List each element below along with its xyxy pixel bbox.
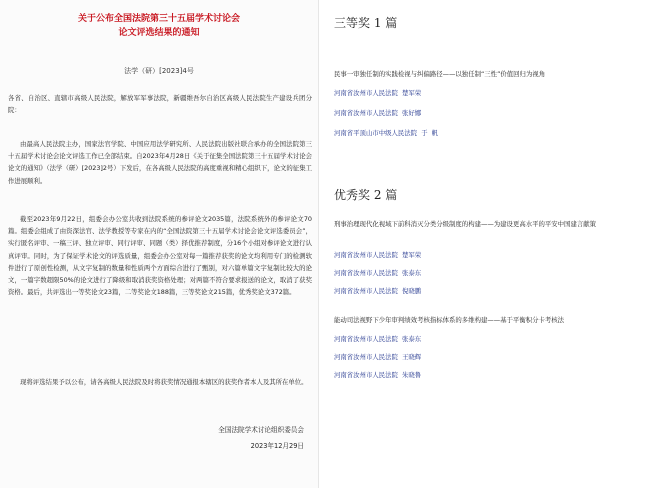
- third-prize-author-3: 河南省平顶山市中级人民法院 于 帆: [334, 129, 438, 137]
- notice-title-line2: 论文评选结果的通知: [118, 28, 200, 38]
- signature-organization: 全国法院学术讨论组织委员会: [218, 426, 304, 434]
- document-number: 法学（研）[2023]4号: [124, 67, 194, 75]
- third-prize-heading: 三等奖 1 篇: [334, 16, 398, 30]
- excellence-paper-1-title: 刑事治理现代化视域下前科消灭分类分级制度的构建——为建设更高水平的平安中国建言献策: [334, 220, 597, 228]
- excellence-paper-2-author-1: 河南省汝州市人民法院 张泰东: [334, 335, 422, 343]
- third-prize-paper-title: 民事一审独任制的实践检视与纠偏路径——以独任制“三性”价值回归为视角: [334, 70, 546, 78]
- excellence-paper-1-author-3: 河南省汝州市人民法院 倪晓鹏: [334, 287, 422, 295]
- notice-title-line1: 关于公布全国法院第三十五届学术讨论会: [77, 14, 240, 24]
- excellence-paper-1-author-2: 河南省汝州市人民法院 张泰东: [334, 269, 422, 277]
- excellence-paper-1-author-1: 河南省汝州市人民法院 楚军荣: [334, 251, 422, 259]
- notice-addressees: 各省、自治区、直辖市高级人民法院，解放军军事法院，新疆维吾尔自治区高级人民法院生产建设兵团分院：: [8, 94, 312, 115]
- third-prize-author-1: 河南省汝州市人民法院 楚军荣: [334, 89, 422, 97]
- notice-document: [0, 0, 319, 488]
- excellence-paper-2-title: 能动司法视野下少年审判绩效考核指标体系的多维构建——基于平衡积分卡考核法: [334, 316, 565, 324]
- excellence-paper-2-author-2: 河南省汝州市人民法院 王晓辉: [334, 353, 422, 361]
- award-list: [322, 0, 650, 488]
- third-prize-author-2: 河南省汝州市人民法院 张好娜: [334, 109, 422, 117]
- notice-paragraph-2: 截至2023年9月22日，组委会办公室共收到法院系统的参评论文2035篇，法院系统外的参评论文70篇。组委会组成了由资深法官、法学教授等专家在内的“全国法院第三十五届学术讨论会论文评选委员会”，实行匿名评审、一稿三评、独立评审、同行评审、同题（类）择优推荐制度，分16个小组对参评论文进行认真评审。同时，为了保证学术论文的评选质量，组委会办公室对每一篇推荐获奖的论文均利用专门的检测软件进行了原创性检测，从文字复制的数量和性质两个方面综合进行了甄别，对六篇单篇文字复制比较大的论文，一篇字数超限50%的论文进行了降级和取消获奖资格处理；对两篇不符合要求报送的论文，取消了获奖资格。最后，共评选出一等奖论文23篇，二等奖论文188篇，三等奖论文215篇，优秀奖论文372篇。: [8, 215, 312, 297]
- excellence-prize-heading: 优秀奖 2 篇: [334, 188, 398, 202]
- excellence-paper-2-author-3: 河南省汝州市人民法院 朱晓鲁: [334, 371, 422, 379]
- signature-date: 2023年12月29日: [250, 442, 304, 450]
- notice-paragraph-3: 现将评选结果予以公布，请各高级人民法院及时将获奖情况通报本辖区的获奖作者本人及其所在单位。: [20, 378, 308, 386]
- notice-paragraph-1: 由最高人民法院主办，国家法官学院、中国应用法学研究所、人民法院出版社联合承办的全国法院第三十五届学术讨论会论文评选工作已全部结束。自2023年4月28日《关于征集全国法院第三十五届学术讨论会论文的通知》（法学（研）[2023]2号）下发后，在各高级人民法院的高度重视和精心组织下，论文的征集工作进展顺利。: [8, 140, 312, 185]
